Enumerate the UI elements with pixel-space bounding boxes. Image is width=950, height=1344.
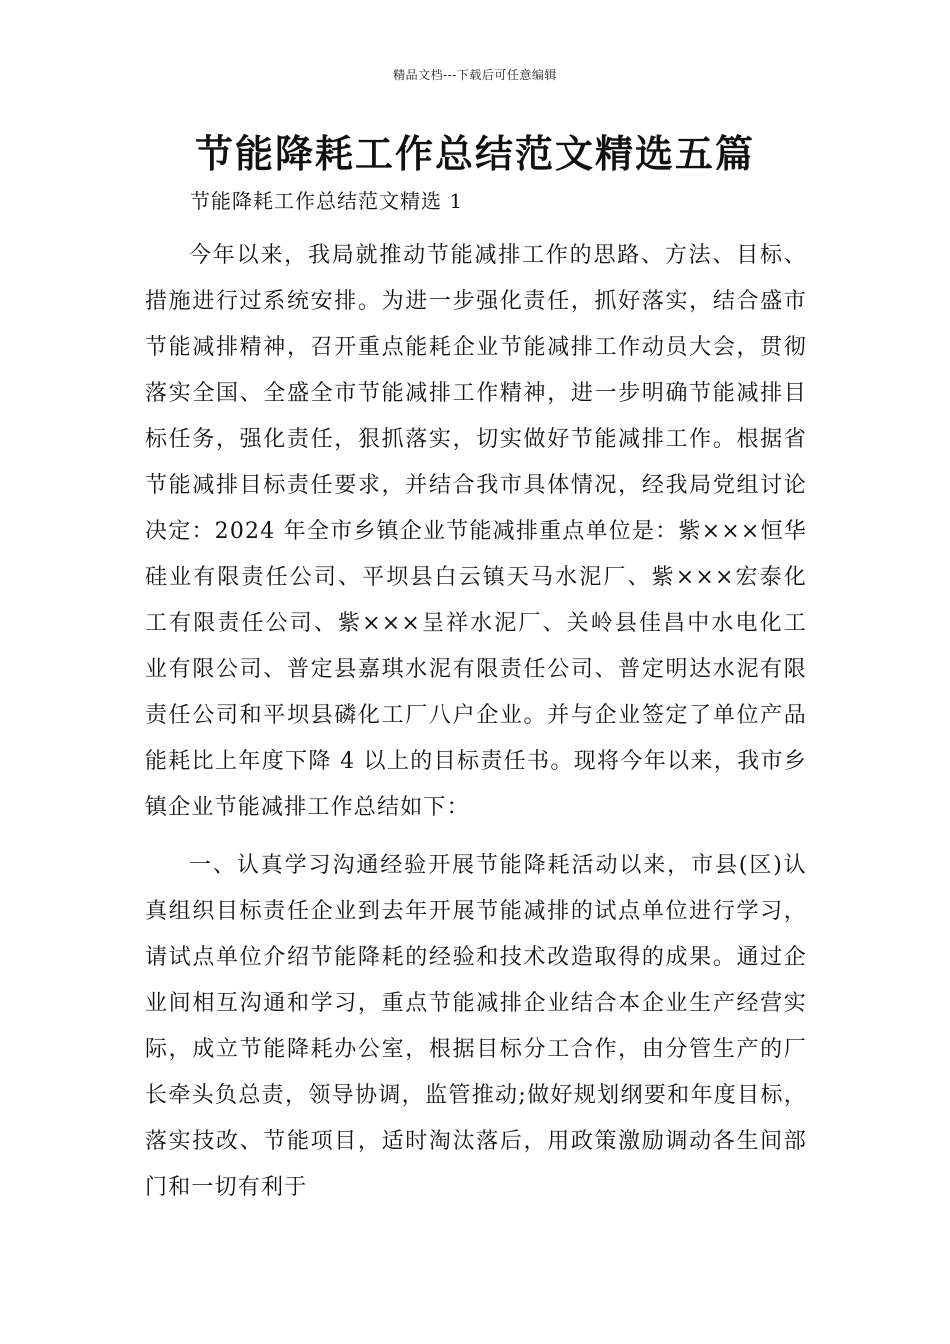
- document-subtitle: 节能降耗工作总结范文精选 1: [190, 189, 464, 213]
- document-body: [145, 233, 807, 1211]
- header-note: 精品文档---下载后可任意编辑: [393, 68, 557, 82]
- body-paragraph-1: 今年以来，我局就推动节能减排工作的思路、方法、目标、措施进行过系统安排。为进一步强化责任，抓好落实，结合盛市节能减排精神，召开重点能耗企业节能减排工作动员大会，贯彻落实全国、全盛全市节能减排工作精神，进一步明确节能减排目标任务，强化责任，狠抓落实，切实做好节能减排工作。根据省节能减排目标责任要求，并结合我市具体情况，经我局党组讨论决定：2024 年全市乡镇企业节能减排重点单位是：紫×××恒华硅业有限责任公司、平坝县白云镇天马水泥厂、紫×××宏泰化工有限责任公司、紫×××呈祥水泥厂、关岭县佳昌中水电化工业有限公司、普定县嘉琪水泥有限责任公司、普定明达水泥有限责任公司和平坝县磷化工厂八户企业。并与企业签定了单位产品能耗比上年度下降 4 以上的目标责任书。现将今年以来，我市乡镇企业节能减排工作总结如下：: [145, 243, 807, 820]
- body-paragraph-2: 一、认真学习沟通经验开展节能降耗活动以来，市县(区)认真组织目标责任企业到去年开展节能减排的试点单位进行学习，请试点单位介绍节能降耗的经验和技术改造取得的成果。通过企业间相互沟通和学习，重点节能减排企业结合本企业生产经营实际，成立节能降耗办公室，根据目标分工合作，由分管生产的厂长牵头负总责，领导协调，监管推动;做好规划纲要和年度目标，落实技改、节能项目，适时淘汰落后，用政策激励调动各生间部门和一切有利于: [145, 853, 807, 1200]
- document-title: 节能降耗工作总结范文精选五篇: [194, 132, 755, 176]
